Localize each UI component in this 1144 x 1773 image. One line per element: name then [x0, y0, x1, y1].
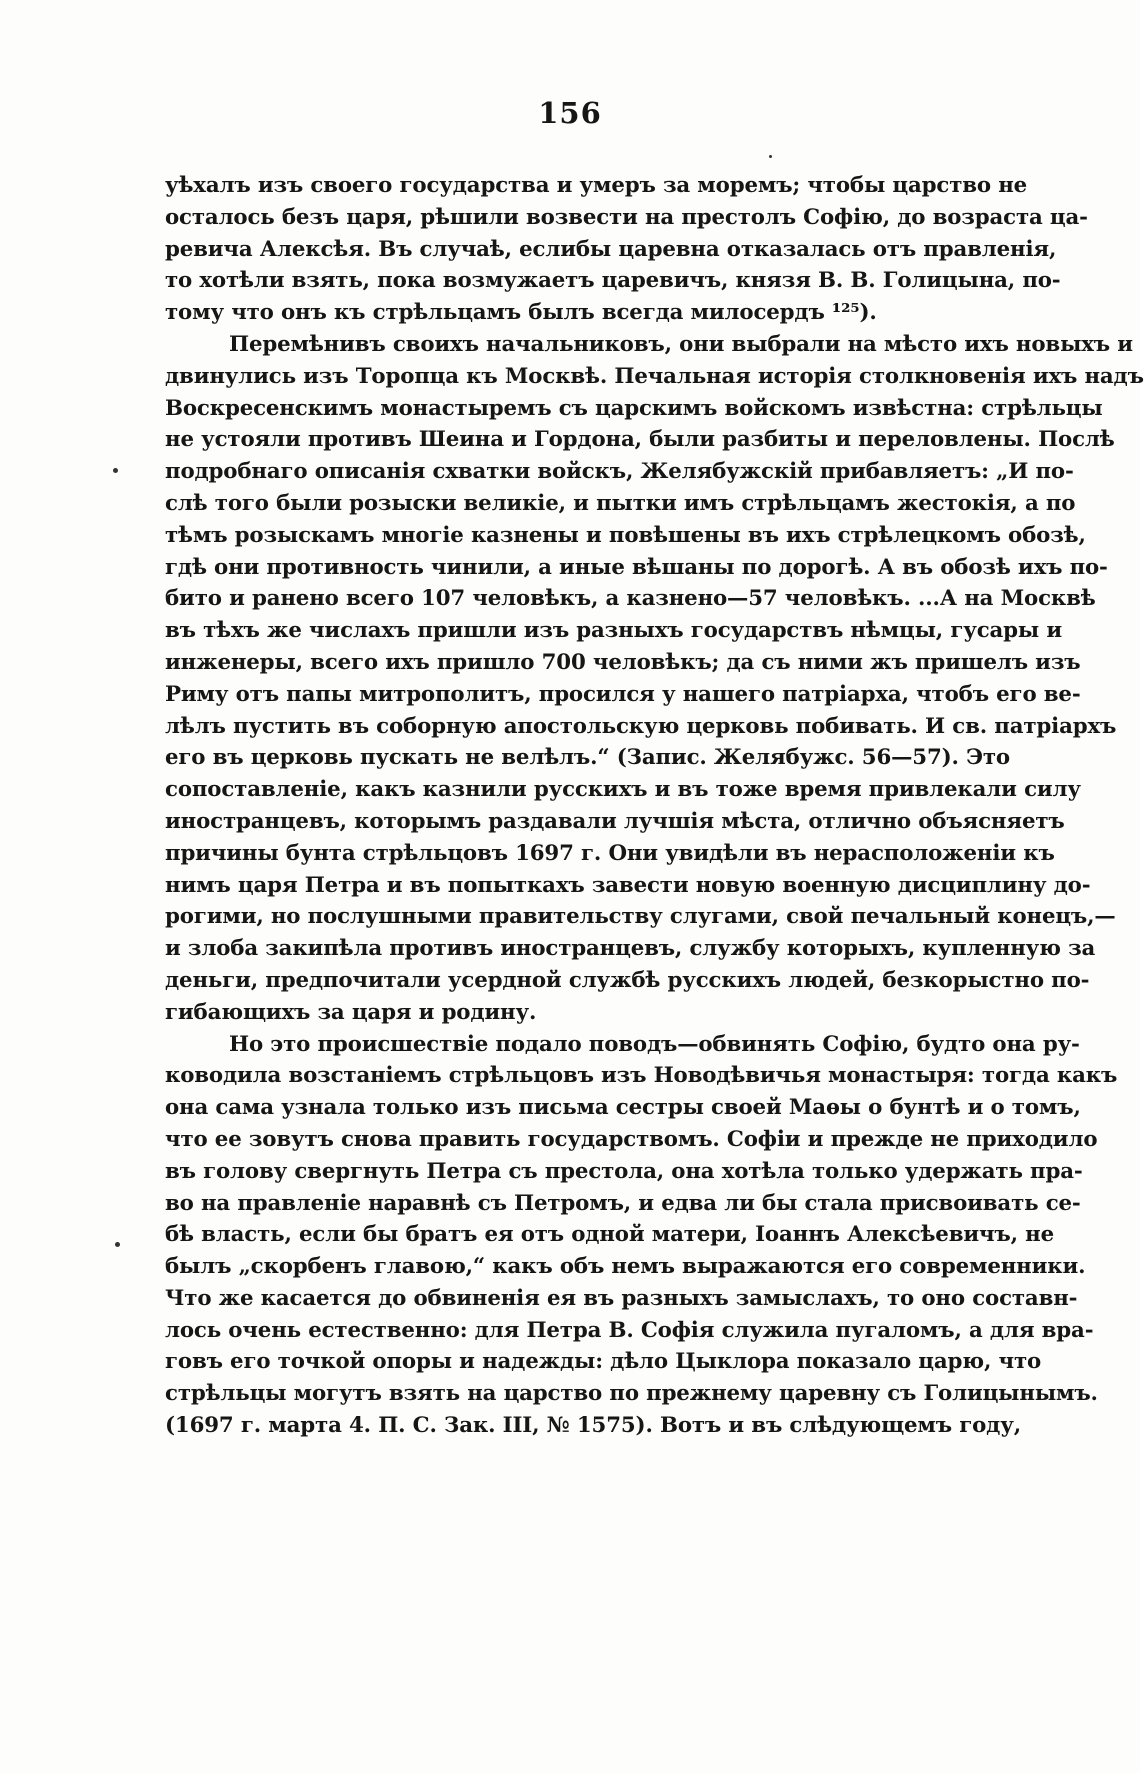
text-line: (1697 г. марта 4. П. С. Зак. III, № 1575). Вотъ и въ слѣдующемъ году, [165, 1413, 1021, 1439]
margin-dot [113, 468, 118, 473]
text-line: его въ церковь пускать не велѣлъ.“ (Запис. Желябужс. 56—57). Это [165, 745, 1010, 771]
text-line: иностранцевъ, которымъ раздавали лучшія мѣста, отлично объясняетъ [165, 808, 1065, 834]
text-line: тому что онъ къ стрѣльцамъ былъ всегда милосердъ ¹²⁵). [165, 300, 877, 326]
margin-dot [115, 1242, 120, 1247]
text-line: уѣхалъ изъ своего государства и умеръ за моремъ; чтобы царство не [165, 173, 1028, 198]
text-line: причины бунта стрѣльцовъ 1697 г. Они увидѣли въ нерасположеніи къ [165, 840, 1055, 866]
text-line: тѣмъ розыскамъ многіе казнены и повѣшены въ ихъ стрѣлецкомъ обозѣ, [165, 522, 1086, 548]
text-line: слѣ того были розыски великіе, и пытки имъ стрѣльцамъ жестокія, а по [165, 490, 1076, 516]
paragraph-start-line: Перемѣнивъ своихъ начальниковъ, они выбрали на мѣсто ихъ новыхъ и [229, 331, 1133, 357]
text-line: рогими, но послушными правительству слугами, свой печальный конецъ,— [165, 904, 1116, 930]
text-line: подробнаго описанія схватки войскъ, Желябужскій прибавляетъ: „И по- [165, 459, 1074, 485]
text-line: былъ „скорбенъ главою,“ какъ объ немъ выражаются его современники. [165, 1254, 1086, 1280]
text-line: лѣлъ пустить въ соборную апостольскую церковь побивать. И св. патріархъ [165, 713, 1117, 739]
ink-speck [769, 155, 772, 158]
text-line: инженеры, всего ихъ пришло 700 человѣкъ; да съ ними жъ пришелъ изъ [165, 649, 1081, 675]
text-line: Что же касается до обвиненія ея въ разныхъ замыслахъ, то оно составн- [165, 1285, 1078, 1311]
text-line: гдѣ они противность чинили, а иные вѣшаны по дорогѣ. А въ обозѣ ихъ по- [165, 554, 1108, 580]
page-number: 156 [538, 96, 602, 130]
text-line: ревича Алексѣя. Въ случаѣ, еслибы царевна отказалась отъ правленія, [165, 236, 1057, 262]
text-line: въ голову свергнуть Петра съ престола, она хотѣла только удержать пра- [165, 1158, 1083, 1184]
text-line: она сама узнала только изъ письма сестры своей Маѳы о бунтѣ и о томъ, [165, 1095, 1081, 1121]
text-line: бито и ранено всего 107 человѣкъ, а казнено—57 человѣкъ. ...А на Москвѣ [165, 586, 1096, 612]
text-line: гибающихъ за царя и родину. [165, 999, 537, 1025]
text-line: и злоба закипѣла противъ иностранцевъ, службу которыхъ, купленную за [165, 936, 1096, 962]
text-line: Воскресенскимъ монастыремъ съ царскимъ войскомъ извѣстна: стрѣльцы [165, 395, 1103, 421]
text-line: въ тѣхъ же числахъ пришли изъ разныхъ государствъ нѣмцы, гусары и [165, 618, 1063, 644]
paragraph-start-line: Но это происшествіе подало поводъ—обвинять Софію, будто она ру- [229, 1031, 1080, 1057]
text-line: бѣ власть, если бы братъ ея отъ одной матери, Іоаннъ Алексѣевичъ, не [165, 1222, 1054, 1248]
text-line: то хотѣли взять, пока возмужаетъ царевичъ, князя В. В. Голицына, по- [165, 268, 1061, 294]
text-line: сопоставленіе, какъ казнили русскихъ и въ тоже время привлекали силу [165, 777, 1081, 803]
text-line: ководила возстаніемъ стрѣльцовъ изъ Новодѣвичья монастыря: тогда какъ [165, 1063, 1118, 1089]
text-line: говъ его точкой опоры и надежды: дѣло Цыклора показало царю, что [165, 1349, 1042, 1375]
body-text [165, 170, 1144, 1442]
text-line: во на правленіе наравнѣ съ Петромъ, и едва ли бы стала присвоивать се- [165, 1190, 1081, 1216]
text-line: лось очень естественно: для Петра В. Софія служила пугаломъ, а для вра- [165, 1317, 1094, 1343]
text-line: не устояли противъ Шеина и Гордона, были разбиты и переловлены. Послѣ [165, 427, 1115, 453]
text-line: нимъ царя Петра и въ попыткахъ завести новую военную дисциплину до- [165, 872, 1091, 898]
text-line: что ее зовутъ снова править государствомъ. Софіи и прежде не приходило [165, 1126, 1098, 1152]
text-line: двинулись изъ Торопца къ Москвѣ. Печальная исторія столкновенія ихъ надъ [165, 363, 1144, 389]
text-line: деньги, предпочитали усердной службѣ русскихъ людей, безкорыстно по- [165, 967, 1090, 993]
text-line: Риму отъ папы митрополитъ, просился у нашего патріарха, чтобъ его ве- [165, 681, 1081, 707]
text-line: стрѣльцы могутъ взять на царство по прежнему царевну съ Голицынымъ. [165, 1381, 1098, 1407]
text-line: осталось безъ царя, рѣшили возвести на престолъ Софію, до возраста ца- [165, 204, 1088, 230]
